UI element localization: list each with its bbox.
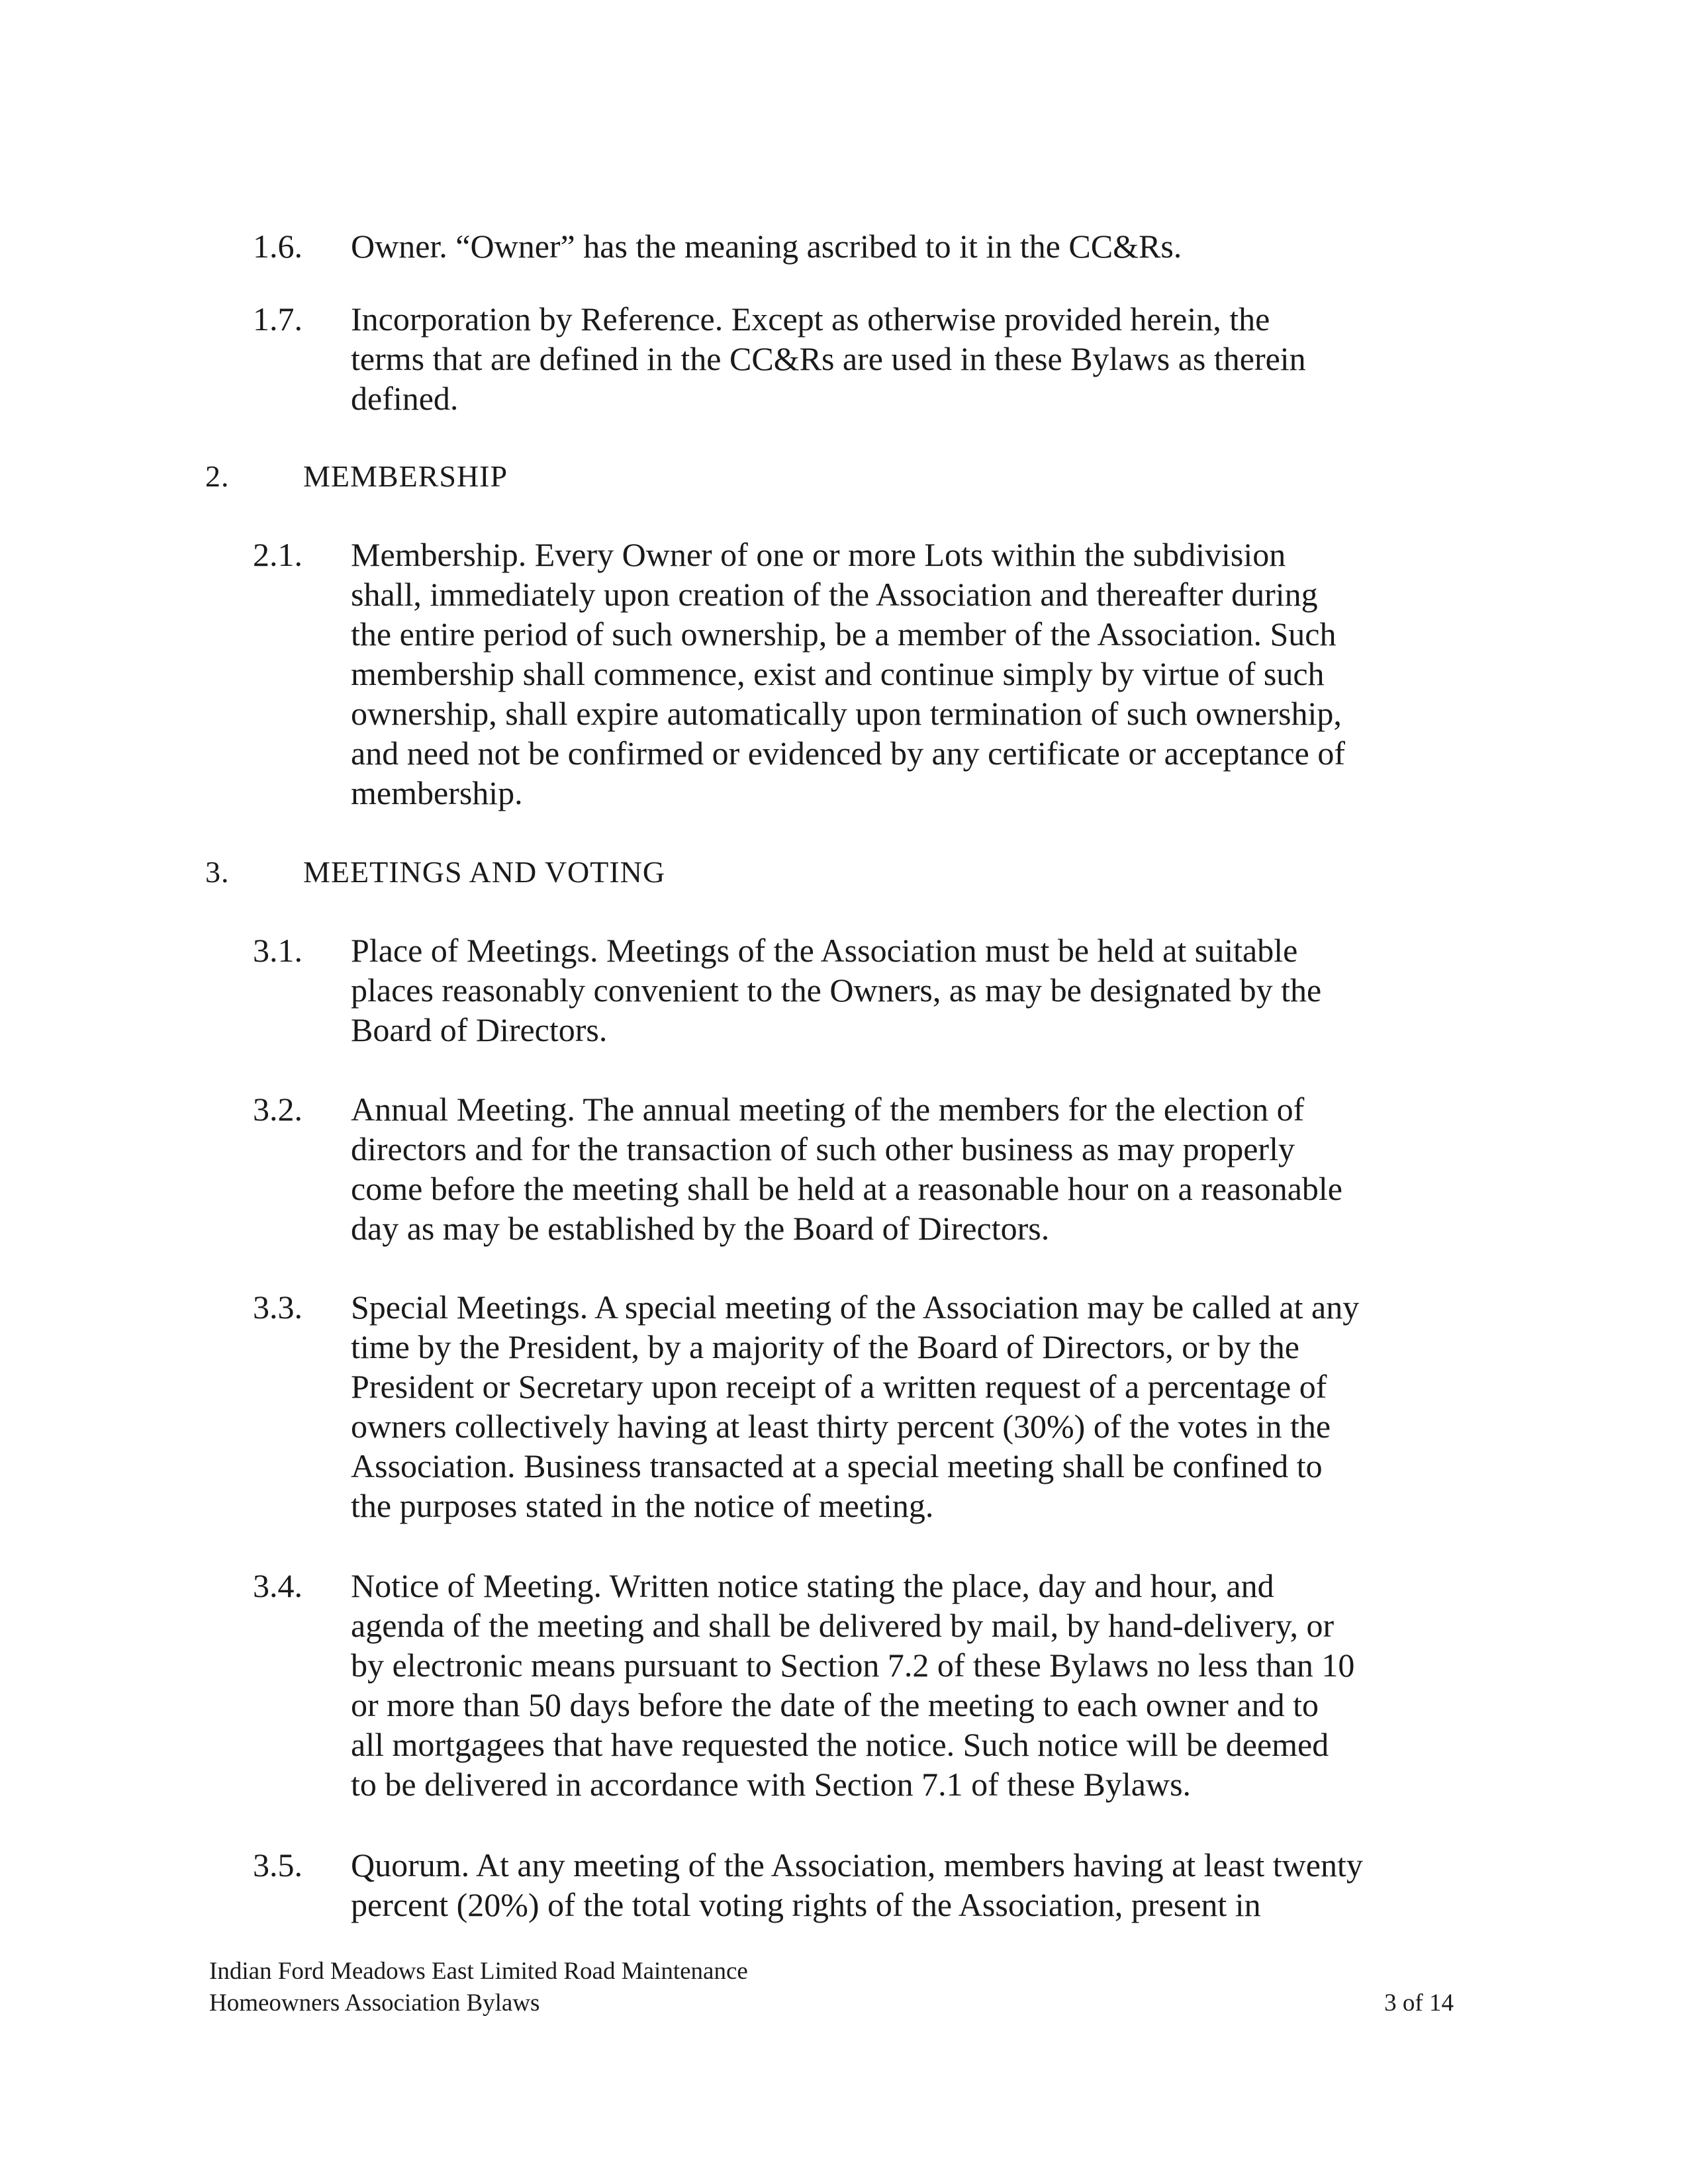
footer-title-line-1: Indian Ford Meadows East Limited Road Maintenance [209,1958,748,1985]
text-line: time by the President, by a majority of the Board of Directors, or by the [351,1328,1299,1365]
section-text [351,1845,1476,1925]
section-3-1 [253,931,1471,1050]
text-line: Annual Meeting. The annual meeting of the members for the election of [351,1091,1305,1128]
section-text [351,535,1476,813]
section-1-6 [253,226,1471,266]
text-line: President or Secretary upon receipt of a written request of a percentage of [351,1368,1327,1405]
text-line: Board of Directors. [351,1011,608,1048]
text-line: day as may be established by the Board of Directors. [351,1210,1050,1247]
section-3-4 [253,1566,1471,1804]
section-3-3 [253,1287,1471,1525]
section-number: 3.5. [253,1846,303,1884]
section-number: 2.1. [253,536,303,573]
heading-number: 3. [205,855,230,889]
text-line: Notice of Meeting. Written notice stating the place, day and hour, and [351,1567,1274,1604]
heading-title: MEMBERSHIP [303,459,508,493]
page-footer [209,1956,1454,2019]
section-text [351,299,1476,418]
text-line: Incorporation by Reference. Except as otherwise provided herein, the [351,300,1270,338]
page-number: 3 of 14 [1384,1989,1454,2017]
section-1-7 [253,299,1471,418]
text-line: to be delivered in accordance with Section 7.1 of these Bylaws. [351,1766,1192,1803]
text-line: the purposes stated in the notice of meeting. [351,1487,934,1524]
section-text [351,1287,1476,1525]
text-line: all mortgagees that have requested the notice. Such notice will be deemed [351,1726,1329,1763]
section-number: 1.6. [253,228,303,265]
heading-title: MEETINGS AND VOTING [303,855,666,889]
text-line: ownership, shall expire automatically upon termination of such ownership, [351,695,1342,732]
text-line: owners collectively having at least thirty percent (30%) of the votes in the [351,1408,1331,1445]
text-line: directors and for the transaction of such other business as may properly [351,1130,1295,1167]
section-number: 3.2. [253,1091,303,1128]
text-line: shall, immediately upon creation of the Association and thereafter during [351,576,1318,613]
section-3-2 [253,1089,1471,1248]
text-line: places reasonably convenient to the Owners, as may be designated by the [351,972,1322,1009]
text-line: membership shall commence, exist and continue simply by virtue of such [351,655,1325,692]
section-2-1 [253,535,1471,813]
text-line: by electronic means pursuant to Section 7.2 of these Bylaws no less than 10 [351,1647,1355,1684]
section-number: 1.7. [253,300,303,338]
text-line: Place of Meetings. Meetings of the Association must be held at suitable [351,932,1298,969]
footer-title-line-2: Homeowners Association Bylaws [209,1989,540,2017]
text-line: percent (20%) of the total voting rights of the Association, present in [351,1886,1261,1923]
text-line: defined. [351,380,459,417]
section-text [351,1566,1476,1804]
section-number: 3.4. [253,1567,303,1604]
section-text [351,931,1476,1050]
text-line: Membership. Every Owner of one or more Lots within the subdivision [351,536,1286,573]
section-text [351,226,1476,266]
text-line: or more than 50 days before the date of the meeting to each owner and to [351,1686,1319,1723]
text-line: Association. Business transacted at a special meeting shall be confined to [351,1447,1323,1484]
section-number: 3.1. [253,932,303,969]
text-line: and need not be confirmed or evidenced by any certificate or acceptance of [351,735,1346,772]
section-text [351,1089,1476,1248]
section-number: 3.3. [253,1289,303,1326]
section-3-5 [253,1845,1471,1925]
text-line: Quorum. At any meeting of the Association, members having at least twenty [351,1846,1363,1884]
text-line: Special Meetings. A special meeting of the Association may be called at any [351,1289,1360,1326]
text-line: the entire period of such ownership, be a member of the Association. Such [351,615,1336,653]
text-line: come before the meeting shall be held at a reasonable hour on a reasonable [351,1170,1342,1207]
text-line: agenda of the meeting and shall be delivered by mail, by hand-delivery, or [351,1607,1335,1644]
text-line: terms that are defined in the CC&Rs are used in these Bylaws as therein [351,340,1306,377]
text-line: Owner. “Owner” has the meaning ascribed to it in the CC&Rs. [351,228,1182,265]
heading-number: 2. [205,459,230,493]
text-line: membership. [351,774,523,811]
